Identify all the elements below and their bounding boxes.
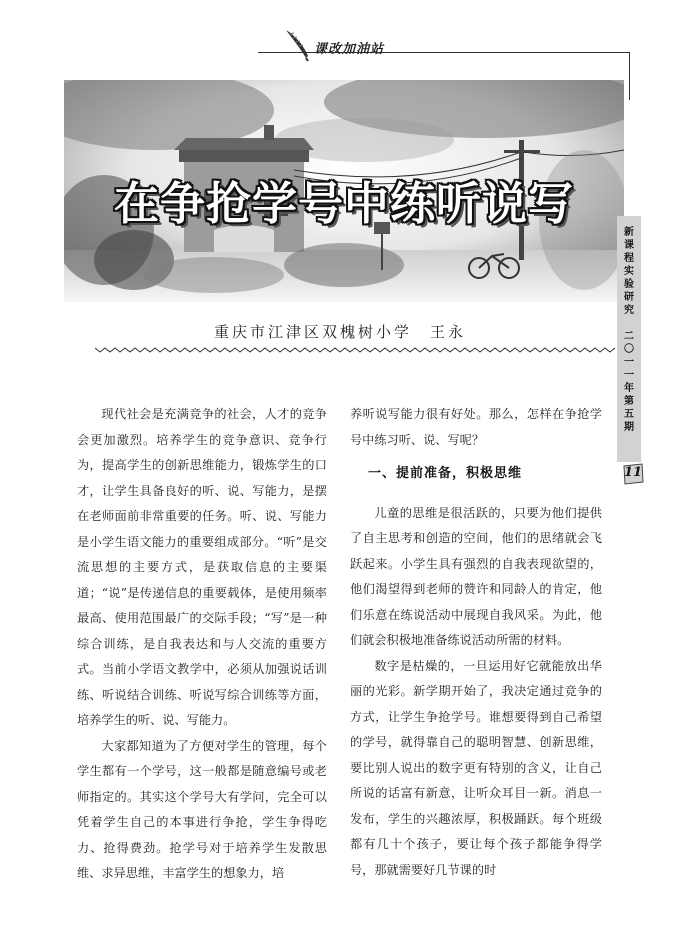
article-title: 在争抢学号中练听说写 <box>113 177 574 230</box>
body-paragraph-continued: 养听说写能力很有好处。那么，怎样在争抢学号中练习听、说、写呢？ <box>350 407 602 447</box>
zigzag-divider <box>95 346 615 354</box>
body-paragraph: 现代社会是充满竞争的社会，人才的竞争会更加激烈。培养学生的竞争意识、竞争行为，提高学生的创新思维能力，锻炼学生的口才，让学生具备良好的听、说、写能力，是摆在老师面前非常重要的任务。听、说、写能力是小学生语文能力的重要组成部分。“听”是交流思想的主要方式，是获取信息的主要渠道；“说”是传递信息的重要载体，是使用频率最高、使用范围最广的交际手段；“写”是一种综合训练，是自我表达和与人交流的重要方式。当前小学语文教学中，必须从加强说话训练、听说结合训练、听说写综合训练等方面，培养学生的听、说、写能力。 <box>77 407 327 727</box>
body-column-left <box>77 402 327 887</box>
page-number: 11 <box>623 465 643 480</box>
author-line <box>0 321 680 342</box>
section-heading: 一、提前准备，积极思维 <box>368 466 523 481</box>
body-paragraph: 大家都知道为了方便对学生的管理，每个学生都有一个学号，这一般都是随意编号或老师指定的。其实这个学号大有学问，完全可以凭着学生自己的本事进行争抢，学生争得吃力、抢得费劲。抢学号对于培养学生发散思维、求异思维，丰富学生的想象力，培 <box>77 738 327 880</box>
author-affiliation: 重庆市江津区双槐树小学 <box>213 323 412 341</box>
issue-label: 二〇一一年第五期 <box>624 331 634 433</box>
column-name: 课改加油站 <box>314 42 385 57</box>
quill-pen-icon <box>282 28 314 62</box>
body-paragraph: 儿童的思维是很活跃的，只要为他们提供了自主思考和创造的空间，他们的思绪就会飞跃起来。小学生具有强烈的自我表现欲望的，他们渴望得到老师的赞许和同龄人的肯定，他们乐意在练说活动中展现自我风采。为此，他们就会积极地准备练说活动所需的材料。 <box>350 505 602 647</box>
header-corner-rule <box>629 52 630 100</box>
journal-name: 新课程实验研究 <box>624 227 634 316</box>
author-name: 王永 <box>430 323 467 341</box>
body-paragraph: 数字是枯燥的，一旦运用好它就能放出华丽的光彩。新学期开始了，我决定通过竞争的方式，让学生争抢学号。谁想要得到自己希望的学号，就得靠自己的聪明智慧、创新思维，要比别人说出的数字更有特别的含义，让自己所说的话富有新意，让听众耳目一新。消息一发布，学生的兴趣浓厚，积极踊跃。每个班级都有几十个孩子，要让每个孩子都能争得学号，那就需要好几节课的时 <box>350 658 602 877</box>
body-column-right <box>350 402 602 883</box>
